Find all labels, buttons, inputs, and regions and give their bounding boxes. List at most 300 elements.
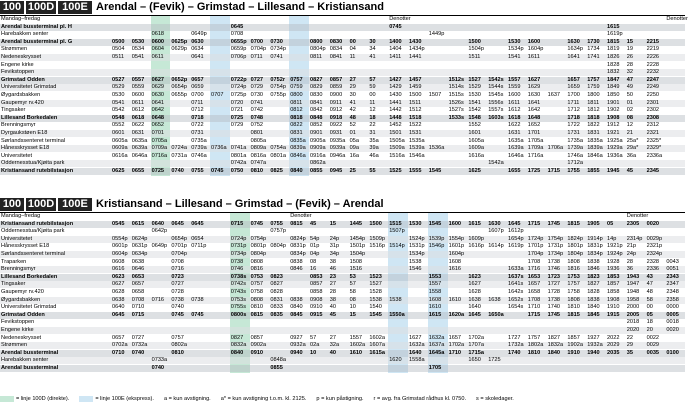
departure-time: 1633a xyxy=(508,266,524,273)
departure-time: 0743s xyxy=(230,289,247,295)
departure-time: 0833 xyxy=(270,304,283,311)
departure-time: 0504 xyxy=(112,46,125,53)
table-row xyxy=(0,62,685,69)
departure-time: 0754a xyxy=(270,145,286,152)
departure-time: 10 xyxy=(310,349,317,356)
departure-time: 0730 xyxy=(270,38,283,45)
departure-time: 0853 xyxy=(310,273,323,280)
departure-time: 0640 xyxy=(112,304,125,311)
departure-time: 1921p xyxy=(607,243,623,250)
stop-name: Hånesskrysset E18 xyxy=(1,145,50,152)
departure-time: 1840 xyxy=(547,349,561,356)
departure-time: 1509p xyxy=(369,235,385,242)
departure-time: 22 xyxy=(626,334,634,341)
departure-time: 1609a xyxy=(468,145,484,152)
table-row xyxy=(0,274,685,281)
departure-time: 0810 xyxy=(250,168,264,174)
departure-time: 0554p xyxy=(112,235,128,242)
departure-time: 0709a xyxy=(151,145,168,152)
departure-time: 1722 xyxy=(567,122,580,129)
departure-time: 0630 xyxy=(151,92,165,98)
departure-time: 1500 xyxy=(468,38,481,45)
departure-time: 0631p xyxy=(131,243,148,250)
departure-time: 0727 xyxy=(250,76,264,83)
blue-swatch-icon xyxy=(79,396,93,402)
departure-time: 0816a xyxy=(250,152,267,159)
departure-time: 0645 xyxy=(171,220,184,227)
departure-time: 0601 xyxy=(112,130,125,136)
departure-time: 1526s xyxy=(448,99,464,106)
stop-name: Dyrgaukstøen E18 xyxy=(1,130,48,136)
departure-time: 2343 xyxy=(666,273,679,280)
legend-note: a = kun avstigning. xyxy=(163,396,211,402)
departure-time: 1828 xyxy=(607,61,620,68)
departure-time: 1545s xyxy=(488,92,504,98)
departure-time: 1640 xyxy=(409,349,422,356)
departure-time: 1441 xyxy=(389,99,402,106)
departure-time: 1622 xyxy=(508,122,521,129)
departure-time: 0747a xyxy=(250,160,267,167)
departure-time: 0731 xyxy=(191,130,204,136)
departure-time: 1404 xyxy=(389,46,402,53)
stop-name: Tingsaker xyxy=(1,281,26,288)
departure-time: 1535a xyxy=(409,137,425,144)
departure-time: 1731 xyxy=(567,130,580,136)
departure-time: 0755 xyxy=(191,168,204,174)
departure-time: 1616 xyxy=(448,266,462,273)
departure-time: 0846a xyxy=(290,152,306,159)
departure-time: 1740 xyxy=(508,349,521,356)
departure-time: 1802a xyxy=(527,342,544,349)
stop-name: Arendal bussterminal xyxy=(1,365,59,371)
departure-time: 2321p xyxy=(646,243,663,250)
legend-note: a* = kun avstigning t.o.m. kl. 2125. xyxy=(220,396,307,402)
departure-time: 0753s xyxy=(230,296,247,303)
departure-time: 0600 xyxy=(151,38,165,45)
departure-time: 1727 xyxy=(508,334,521,341)
departure-time: 1528 xyxy=(369,289,382,295)
table-row xyxy=(0,115,685,122)
departure-time: 28 xyxy=(626,61,634,68)
departure-time: 0611 xyxy=(131,99,144,106)
departure-time: 2325* xyxy=(646,137,662,144)
departure-time: 2228 xyxy=(646,61,660,68)
departure-time: 1542s xyxy=(488,76,504,83)
departure-time: 1553 xyxy=(428,273,442,280)
departure-time: 1945 xyxy=(607,168,620,174)
departure-time: 1634p xyxy=(567,46,583,53)
departure-time: 1635a xyxy=(508,137,524,144)
departure-time: 0725 xyxy=(151,168,165,174)
departure-time: 0932a xyxy=(290,342,306,349)
departure-time: 27 xyxy=(329,334,337,341)
departure-time: 0740 xyxy=(131,349,145,356)
departure-time: 28 xyxy=(329,289,337,295)
departure-time: 1800 xyxy=(587,92,600,98)
departure-time: 0852 xyxy=(310,122,323,129)
stop-name: Harebakken senter xyxy=(1,357,49,364)
departure-time: 0811 xyxy=(290,99,303,106)
stop-name: Universitetet Grimstad xyxy=(1,304,57,311)
departure-time: 1810 xyxy=(527,349,541,356)
stop-name: Kristiansand rutebilstasjon xyxy=(1,220,74,227)
departure-time: 1725 xyxy=(488,357,501,364)
departure-time: 0716 xyxy=(171,266,184,273)
departure-time: 0701 xyxy=(151,130,165,136)
stop-name: Oddernesstua/Kjøita park xyxy=(1,160,65,167)
departure-time: 1512 xyxy=(409,107,422,114)
departure-time: 2219 xyxy=(646,46,660,53)
departure-time: 0857 xyxy=(329,76,343,83)
departure-time: 21 xyxy=(626,130,634,136)
departure-time: 1538 xyxy=(369,296,382,303)
stop-name: Nedeneskrysset xyxy=(1,334,42,341)
departure-time: 0548 xyxy=(112,114,125,121)
departure-time: 2226 xyxy=(646,54,660,60)
departure-time: 0716a xyxy=(151,152,168,159)
legend-100e-text: = linje 100E (ekspress). xyxy=(95,396,154,402)
departure-time: 1827 xyxy=(587,281,600,288)
departure-time: 0724p xyxy=(230,235,247,242)
departure-time: 1608 xyxy=(448,258,462,265)
departure-time: 1718 xyxy=(567,114,580,121)
departure-time: 18 xyxy=(646,319,653,326)
departure-time: 1557 xyxy=(508,76,521,83)
departure-time: 0855 xyxy=(270,365,283,371)
departure-time: 29 xyxy=(626,342,634,349)
departure-time: 0629 xyxy=(151,84,165,91)
departure-time: 0840 xyxy=(230,349,244,356)
departure-time: 0804p xyxy=(270,243,286,250)
departure-time: 0823 xyxy=(270,273,283,280)
table-row xyxy=(0,289,685,296)
departure-time: 0043 xyxy=(666,258,679,265)
departure-time: 0738 xyxy=(230,258,244,265)
departure-time: 1550a xyxy=(389,311,405,318)
departure-time: 0005 xyxy=(666,311,679,318)
departure-time: 1445 xyxy=(349,220,363,227)
table-row xyxy=(0,236,685,243)
departure-time: 1831 xyxy=(587,130,600,136)
departure-time: 1757 xyxy=(587,76,600,83)
departure-time: 0648 xyxy=(151,114,165,121)
departure-time: 16a xyxy=(349,152,359,159)
departure-time: 1509a xyxy=(389,145,405,152)
departure-time: 1716 xyxy=(527,266,541,273)
departure-time: 0657 xyxy=(131,281,145,288)
departure-time: 0529 xyxy=(112,84,125,91)
departure-time: 1545 xyxy=(369,311,382,318)
departure-time: 1612p xyxy=(508,228,524,235)
departure-time: 1659 xyxy=(567,84,580,91)
departure-time: 0559 xyxy=(131,84,145,91)
stop-name: Grimstad Odden xyxy=(1,76,45,83)
departure-time: 1430 xyxy=(409,38,422,45)
departure-time: 1628 xyxy=(468,289,481,295)
departure-time: 1601p xyxy=(448,243,465,250)
departure-time: 15 xyxy=(329,220,337,227)
table-row xyxy=(0,92,685,99)
departure-time: 0641 xyxy=(151,99,165,106)
departure-time: 1641s xyxy=(508,281,524,288)
departure-time: 0835 xyxy=(270,311,283,318)
departure-time: 1849 xyxy=(607,84,620,91)
departure-time: 05 xyxy=(607,220,614,227)
departure-time: 1831p xyxy=(587,243,603,250)
departure-time: 0905a xyxy=(310,137,326,144)
departure-time: 30 xyxy=(369,38,376,45)
departure-time: 0757 xyxy=(290,76,303,83)
departure-time: 0808 xyxy=(250,258,264,265)
departure-time: 0627 xyxy=(151,76,165,83)
departure-time: 0724a xyxy=(171,145,187,152)
departure-time: 41 xyxy=(349,99,356,106)
departure-time: 1824p xyxy=(567,235,583,242)
departure-time: 1542 xyxy=(468,107,481,114)
departure-time: 0909a xyxy=(310,145,326,152)
departure-time: 0724p xyxy=(230,84,247,91)
departure-time: 47 xyxy=(626,76,634,83)
departure-time: 0654 xyxy=(191,235,204,242)
departure-time: 1604p xyxy=(448,251,465,257)
legend-100d-text: = linje 100D (direkte). xyxy=(16,396,70,402)
departure-time: 1758 xyxy=(567,289,580,295)
departure-time: 1708 xyxy=(527,258,541,265)
departure-time: 1657 xyxy=(527,281,541,288)
departure-time: 1618 xyxy=(508,114,521,121)
departure-time: 1619p xyxy=(607,31,623,38)
departure-time: 0708 xyxy=(131,296,145,303)
departure-time: 1539p xyxy=(428,235,445,242)
departure-time: 0815 xyxy=(290,220,303,227)
departure-time: 1607p xyxy=(488,228,504,235)
table-row xyxy=(0,281,685,288)
departure-time: 0649p xyxy=(191,31,207,38)
table-row xyxy=(0,46,685,53)
departure-time: 05a xyxy=(349,137,359,144)
table-row xyxy=(0,54,685,61)
departure-time: 0608 xyxy=(112,258,125,265)
departure-time: Denotter xyxy=(626,213,649,219)
departure-time: 0716 xyxy=(151,296,165,303)
departure-time: 1630 xyxy=(567,38,580,45)
departure-time: 0022 xyxy=(646,334,660,341)
table-row xyxy=(0,357,685,364)
departure-time: 1518 xyxy=(409,114,422,121)
departure-time: 0611 xyxy=(151,54,164,60)
departure-time: 53 xyxy=(349,273,356,280)
table-row xyxy=(0,168,685,175)
departure-time: 1936a xyxy=(607,152,623,159)
departure-time: 1615 xyxy=(607,23,620,30)
stop-name: Brenningsmyr xyxy=(1,122,36,129)
table-row xyxy=(0,259,685,266)
departure-time: 1753 xyxy=(567,273,580,280)
departure-time: 1757 xyxy=(527,334,541,341)
departure-time: 1947 xyxy=(626,281,640,288)
departure-time: 1616p xyxy=(468,243,484,250)
table-row xyxy=(0,304,685,311)
departure-time: 1620a xyxy=(448,311,465,318)
departure-time: 1515 xyxy=(389,220,402,227)
departure-time: 1625 xyxy=(468,168,481,174)
departure-time: 1603s xyxy=(488,114,504,121)
line-badge: 100D xyxy=(27,198,55,210)
departure-time: 57 xyxy=(349,281,356,288)
departure-time: 2312 xyxy=(646,122,660,129)
departure-time: 32a xyxy=(329,342,340,349)
departure-time: 1602a xyxy=(349,342,366,349)
departure-time: 0711p xyxy=(191,243,207,250)
departure-time: 1746a xyxy=(567,152,583,159)
departure-time: 48 xyxy=(646,289,653,295)
departure-time: 2247 xyxy=(646,76,660,83)
departure-time: 0808 xyxy=(250,296,264,303)
departure-time: 1614p xyxy=(488,243,504,250)
stop-name: Gaupemyr rv.420 xyxy=(1,99,44,106)
departure-time: 1511 xyxy=(409,99,422,106)
departure-time: 0816 xyxy=(250,266,264,273)
departure-time: 1554p xyxy=(448,235,465,242)
departure-time: 0725p xyxy=(230,92,247,98)
departure-time: 1707a xyxy=(468,342,484,349)
departure-time: 0653 xyxy=(131,273,145,280)
departure-time: 0630 xyxy=(191,38,204,45)
table-row xyxy=(0,350,685,357)
departure-time: 40 xyxy=(329,304,337,311)
departure-time: 01p xyxy=(310,243,320,250)
departure-time: 15 xyxy=(626,38,634,45)
departure-time: 1515s xyxy=(448,92,464,98)
departure-time: 1542a xyxy=(488,160,504,167)
departure-time: 0901 xyxy=(310,130,323,136)
departure-time: 0835a xyxy=(290,137,306,144)
departure-time: 1902a xyxy=(567,342,583,349)
departure-time: 0754p xyxy=(250,235,267,242)
departure-time: 0927 xyxy=(290,334,303,341)
departure-time: 11 xyxy=(369,99,376,106)
departure-time: 1657 xyxy=(567,76,580,83)
departure-time: 1705 xyxy=(428,365,442,371)
departure-time: 1611 xyxy=(508,99,521,106)
departure-time: 54p xyxy=(310,235,320,242)
departure-time: 1738 xyxy=(547,296,561,303)
departure-time: 1652s xyxy=(508,296,524,303)
departure-time: 0834 xyxy=(329,46,343,53)
departure-time: 1558a xyxy=(409,357,425,364)
departure-time: 0753 xyxy=(250,273,264,280)
departure-time: 2035 xyxy=(607,349,620,356)
departure-time: 1630 xyxy=(488,220,501,227)
departure-time: 24p xyxy=(626,251,637,257)
departure-time: 1538 xyxy=(409,258,422,265)
departure-time: 0020 xyxy=(666,327,679,333)
departure-time: 2329* xyxy=(646,145,662,152)
stop-name: Oddernesstua/Kjøita park xyxy=(1,228,65,235)
legend-note: p = kun påstigning. xyxy=(316,396,364,402)
departure-time: 1641 xyxy=(567,54,580,60)
departure-time: 0831 xyxy=(270,296,283,303)
departure-time: 01 xyxy=(626,99,634,106)
departure-time: 0759 xyxy=(290,84,303,91)
departure-time: 0729 xyxy=(230,122,244,129)
departure-time: 1627 xyxy=(527,76,541,83)
departure-time: Denotter xyxy=(389,16,411,22)
departure-time: 0830 xyxy=(310,92,323,98)
departure-time: 1604p xyxy=(527,46,544,53)
departure-time: 1430 xyxy=(389,92,402,98)
legend-note: s = skoledager. xyxy=(476,396,514,402)
departure-time: 0645 xyxy=(191,220,204,227)
departure-time: 1642 xyxy=(527,107,541,114)
departure-time: 2250 xyxy=(646,92,660,98)
departure-time: 1646a xyxy=(508,152,524,159)
departure-time: 1530 xyxy=(508,38,521,45)
departure-time: 0810 xyxy=(250,304,264,311)
departure-time: 1706a xyxy=(547,145,564,152)
table-row xyxy=(0,39,685,46)
departure-time: 1709a xyxy=(527,145,544,152)
departure-time: 2336 xyxy=(646,266,660,273)
departure-time: 45 xyxy=(626,168,634,174)
departure-time: 0745 xyxy=(389,23,402,30)
stop-name: Harebakken senter xyxy=(1,31,49,38)
departure-time: 0500 xyxy=(112,38,125,45)
departure-time: 1715 xyxy=(547,168,561,174)
departure-time: 00 xyxy=(646,304,653,311)
departure-time: 1449p xyxy=(428,31,445,38)
departure-time: 0624p xyxy=(131,235,148,242)
departure-time: 0655p xyxy=(171,92,187,98)
departure-time: 0634 xyxy=(191,46,204,53)
departure-time: 1823 xyxy=(587,273,600,280)
table-row xyxy=(0,221,685,228)
line-badge: 100E xyxy=(58,198,92,211)
departure-time: 2005 xyxy=(626,311,640,318)
table-row xyxy=(0,228,685,235)
table-row xyxy=(0,243,685,250)
departure-time: 1611 xyxy=(527,54,540,60)
departure-time: 1857 xyxy=(567,334,580,341)
departure-time: 1905 xyxy=(587,220,600,227)
departure-time: 1545 xyxy=(428,220,442,227)
departure-time: 1652 xyxy=(527,122,541,129)
departure-time: 57 xyxy=(310,334,317,341)
departure-time: 10 xyxy=(349,304,356,311)
departure-time: 1516p xyxy=(369,243,385,250)
departure-time: 31p xyxy=(329,243,340,250)
departure-time: 0832a xyxy=(230,342,247,349)
departure-time: 0800s xyxy=(230,311,247,318)
departure-time: 1645 xyxy=(508,220,521,227)
departure-time: 0810 xyxy=(171,349,184,356)
stop-name: Lillesand Borkedalen xyxy=(1,114,58,121)
departure-time: 0754p xyxy=(270,84,286,91)
table-row xyxy=(0,266,685,273)
departure-time: 2022 xyxy=(607,334,620,341)
departure-time: 1514s xyxy=(448,84,464,91)
departure-time: 46 xyxy=(329,266,337,273)
stop-name: Engene kirke xyxy=(1,61,34,68)
departure-time: 2301 xyxy=(646,99,660,106)
departure-time: 0804p xyxy=(250,251,267,257)
departure-time: 0511 xyxy=(112,54,125,60)
departure-time: 0752r xyxy=(270,76,286,83)
departure-time: 0857 xyxy=(250,334,264,341)
departure-time: 0846 xyxy=(290,266,303,273)
departure-time: 22 xyxy=(369,122,376,129)
departure-time: 0655p xyxy=(230,38,247,45)
